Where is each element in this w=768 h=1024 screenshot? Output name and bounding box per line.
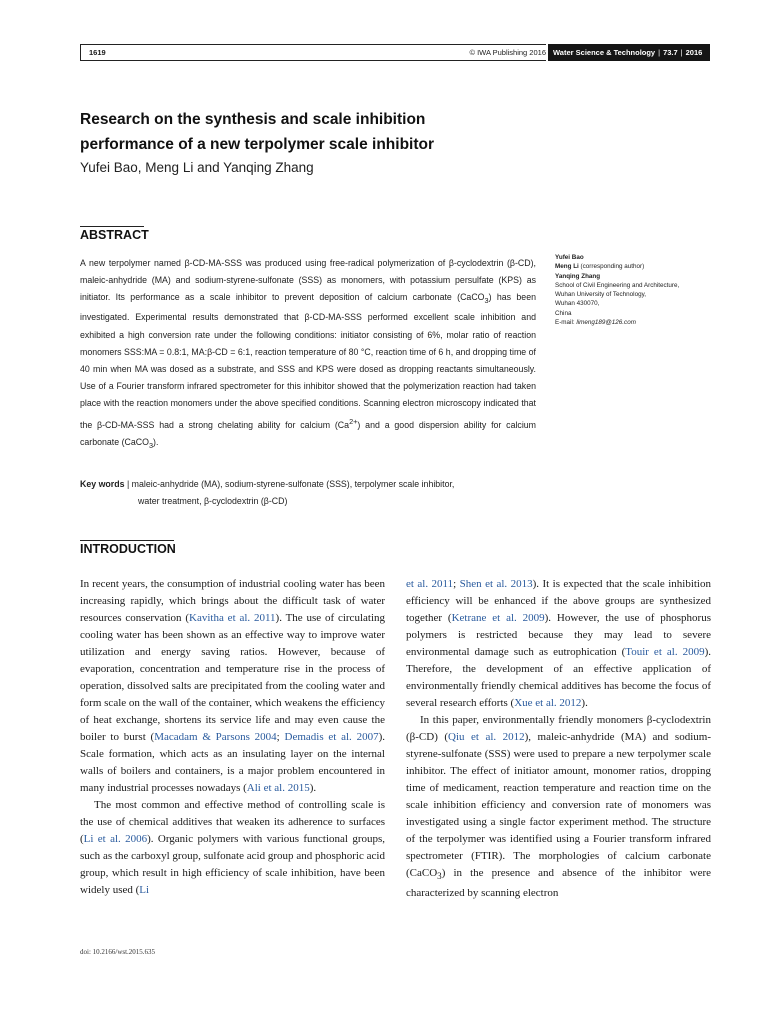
citation-link[interactable]: Li et al. 2006 bbox=[83, 833, 148, 845]
abstract-part: ). bbox=[153, 436, 159, 447]
citation-link[interactable]: Shen et al. 2013 bbox=[459, 578, 533, 590]
corresponding-note: (corresponding author) bbox=[578, 263, 645, 271]
citation-link[interactable]: Kavitha et al. 2011 bbox=[189, 612, 276, 624]
affil-author-1: Yufei Bao bbox=[555, 254, 584, 261]
body-column-right bbox=[406, 576, 711, 902]
email-link[interactable]: limeng189@126.com bbox=[576, 319, 636, 327]
author-affiliation bbox=[555, 253, 725, 327]
citation-link[interactable]: Macadam & Parsons 2004 bbox=[154, 731, 277, 743]
text-run: ) in the presence and absence of the inhibitor were characterized by scanning electron bbox=[406, 867, 711, 900]
text-run: ; bbox=[453, 578, 460, 590]
abstract-text bbox=[80, 255, 536, 454]
journal-name: Water Science & Technology bbox=[553, 48, 656, 57]
affil-author-2: Meng Li bbox=[555, 263, 579, 271]
text-run: ). Therefore, the development of an effective application of environmentally friendly chemical additives has become the focus of several research efforts ( bbox=[406, 646, 711, 709]
text-run: ). However, the use of phosphorus polymers is restricted because they may lead to severe environmental damage such as eutrophication ( bbox=[406, 612, 712, 658]
citation-link[interactable]: Qiu et al. 2012 bbox=[448, 731, 525, 743]
journal-year: 2016 bbox=[685, 48, 703, 57]
citation-link[interactable]: Xue et al. 2012 bbox=[514, 697, 582, 709]
text-run: In recent years, the consumption of industrial cooling water has been increasing rapidly, which brings about the difficult task of water resources conservation ( bbox=[80, 578, 385, 624]
subscript: 3 bbox=[437, 871, 442, 882]
citation-link[interactable]: Ali et al. 2015 bbox=[246, 782, 310, 794]
keywords-list: | maleic-anhydride (MA), sodium-styrene-sulfonate (SSS), terpolymer scale inhibitor, bbox=[126, 479, 455, 489]
page-number: 1619 bbox=[80, 44, 546, 61]
journal-band: Water Science & Technology | 73.7 | 2016 bbox=[548, 44, 710, 61]
text-run: ). It is expected that the scale inhibition efficiency will be enhanced if the above groups are synthesized together ( bbox=[406, 578, 711, 624]
paper-title bbox=[80, 107, 700, 157]
body-column-left bbox=[80, 576, 385, 899]
abstract-part: ) and a good dispersion ability for calcium carbonate (CaCO bbox=[80, 419, 536, 447]
text-run: ). Scale formation, which acts as an insulating layer on the internal walls of boilers and containers, is a major problem encountered in many industrial processes nowadays ( bbox=[80, 731, 385, 794]
citation-link[interactable]: Ketrane et al. 2009 bbox=[451, 612, 545, 624]
abstract-heading: ABSTRACT bbox=[80, 228, 149, 242]
affil-line: School of Civil Engineering and Architecture, bbox=[555, 281, 680, 289]
doi: doi: 10.2166/wst.2015.635 bbox=[80, 948, 156, 956]
text-run: ; bbox=[276, 731, 285, 743]
citation-link[interactable]: Demadis et al. 2007 bbox=[284, 731, 379, 743]
citation-link[interactable]: et al. 2011 bbox=[406, 578, 454, 590]
abstract-part: A new terpolymer named β-CD-MA-SSS was produced using free-radical polymerization of β-cyclodextrin (β-CD), maleic-anhydride (MA) and sodium-styrene-sulfonate (SSS) as monomers, with potassium persulfate (KPS) as initiator. Its performance as a scale inhibitor to prevent deposition of calcium carbonate (CaCO bbox=[80, 258, 536, 303]
abstract-part: ) has been investigated. Experimental results demonstrated that β-CD-MA-SSS performed excellent scale inhibition and exhibited a high conversion rate under the following conditions: initiator consisting of 6%, molar ratio of reaction monomers SSS:MA = 0.8:1, MA:β-CD = 6:1, reaction temperature of 80 °C, reaction time of 6 h, and dropping time of 40 min when MA was dosed as a substrate, and SSS and KPS were dosed as dropping reactants simultaneously. Use of a Fourier transform infrared spectrometer for this inhibitor showed that the polymerization reaction had taken place with the reaction monomers under the above specified conditions. Scanning electron microscopy indicated that the β-CD-MA-SSS had a strong chelating ability for calcium (Ca bbox=[80, 292, 536, 430]
text-run: ). bbox=[581, 697, 588, 709]
text-run: ), maleic-anhydride (MA) and sodium-styrene-sulfonate (SSS) were used to prepare a new terpolymer scale inhibitor. The effect of initiator amount, monomer ratios, dropping time of medicament, reaction temperature and reaction time on the scale inhibition efficiency and conversion rate of monomers was investigated using a single factor experiment method. The structure of the terpolymer was identified using a Fourier transform infrared spectrometer (FTIR). The morphologies of calcium carbonate (CaCO bbox=[406, 731, 711, 879]
author-list: Yufei Bao, Meng Li and Yanqing Zhang bbox=[80, 160, 314, 175]
paragraph bbox=[406, 712, 711, 902]
text-run: ). bbox=[309, 782, 317, 794]
text-run: In this paper, environmentally friendly monomers β-cyclodextrin (β-CD) ( bbox=[406, 714, 711, 743]
keywords-label: Key words bbox=[80, 479, 125, 489]
citation-link[interactable]: Touir et al. 2009 bbox=[625, 646, 705, 658]
publisher-notice: © IWA Publishing 2016 bbox=[469, 48, 546, 57]
keywords-list-cont: water treatment, β-cyclodextrin (β-CD) bbox=[138, 495, 288, 506]
text-run: ). Organic polymers with various functional groups, such as the carboxyl group, sulfonate acid group and phosphoric acid group, which result in high efficiency of scale inhibition, have been widely used ( bbox=[80, 833, 386, 896]
citation-link[interactable]: Li bbox=[139, 884, 150, 896]
text-run: The most common and effective method of controlling scale is the use of chemical additives that weaken its adherence to surfaces ( bbox=[80, 799, 385, 845]
keywords bbox=[80, 476, 536, 509]
abstract-subscript: 3 bbox=[484, 296, 489, 306]
email-label: E-mail: bbox=[555, 319, 577, 327]
affil-line: Wuhan University of Technology, bbox=[555, 291, 647, 299]
journal-volume: 73.7 bbox=[663, 48, 678, 57]
affil-author-3: Yanqing Zhang bbox=[555, 272, 601, 280]
abstract-rule bbox=[80, 226, 144, 227]
intro-rule bbox=[80, 540, 174, 541]
affil-line: China bbox=[555, 309, 572, 317]
paragraph bbox=[80, 576, 385, 797]
abstract-subscript: 3 bbox=[148, 440, 154, 450]
paragraph bbox=[406, 576, 711, 712]
running-header bbox=[80, 44, 710, 61]
affil-line: Wuhan 430070, bbox=[555, 300, 600, 308]
paragraph bbox=[80, 797, 385, 899]
introduction-heading: INTRODUCTION bbox=[80, 542, 176, 556]
title-line-2: performance of a new terpolymer scale inhibitor bbox=[80, 136, 435, 153]
abstract-superscript: 2+ bbox=[349, 416, 358, 426]
title-line-1: Research on the synthesis and scale inhibition bbox=[80, 111, 426, 128]
text-run: ). The use of circulating cooling water has been shown as an effective way to improve water utilization and energy saving ratios. However, because of evaporation, concentration and temperature rise in the process of operation, dissolved salts are precipitated from the cooling water and form scale on the wall of the container, which weakens the efficiency of heat exchange, shortens its service life and may even cause the boiler to burst ( bbox=[80, 612, 385, 743]
